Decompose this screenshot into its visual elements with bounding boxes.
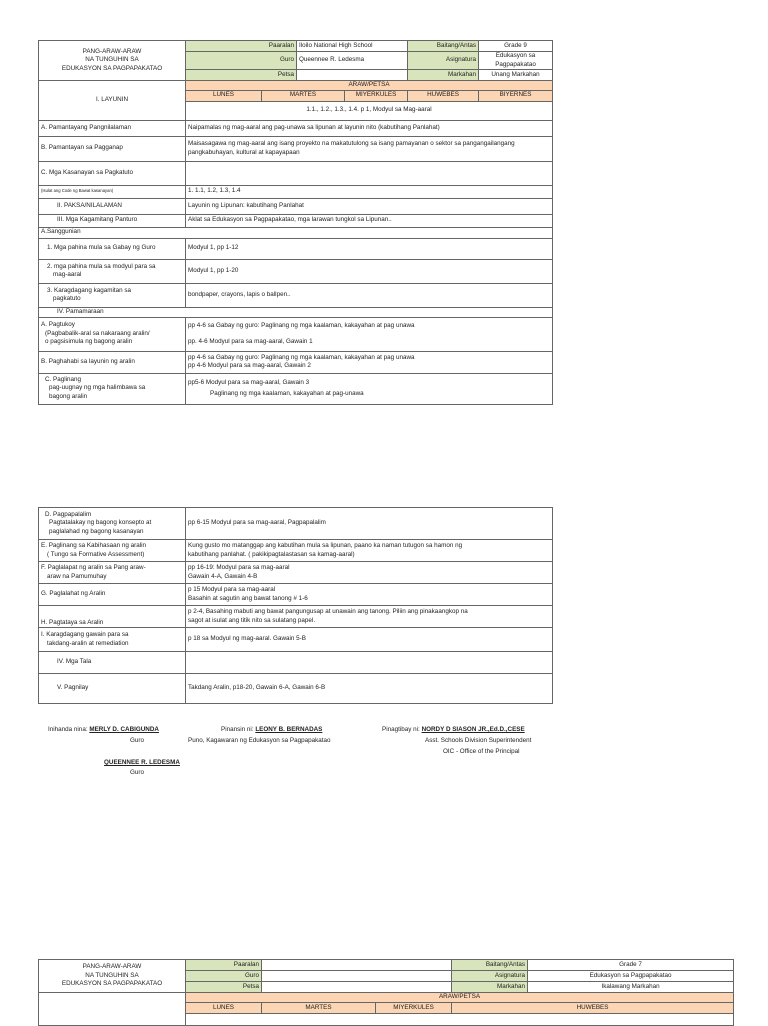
- paaralan-value: Iloilo National High School: [297, 41, 408, 52]
- day-biyernes: BIYERNES: [479, 90, 553, 101]
- form-title-line: EDUKASYON SA PAGPAPAKATAO: [61, 980, 163, 988]
- value-line: pp5-6 Modyul para sa mag-aaral, Gawain 3: [188, 378, 310, 386]
- kabihasaan-label: [39, 540, 186, 562]
- label-line: (Pagbabalik-aral sa nakaraang aralin/: [45, 329, 150, 337]
- kagamitan-value: Aklat sa Edukasyon sa Pagpapakatao, mga larawan tungkol sa Lipunan..: [186, 214, 553, 227]
- day-lunes: LUNES: [186, 1003, 262, 1014]
- petsa-value: [297, 70, 408, 81]
- form-title-line: PANG-ARAW-ARAW: [82, 47, 142, 55]
- day-huwebes: HUWEBES: [452, 1003, 734, 1014]
- label-line: o pagsisimula ng bagong aralin: [45, 338, 133, 346]
- pagnilay-value: Takdang Aralin, p18-20, Gawain 6-A, Gawain 6-B: [186, 674, 553, 704]
- value-line: kabutihang panlahat. ( pakikipagtalastasan sa kamag-aaral): [188, 550, 355, 558]
- value-line: pp 4-6 sa Gabay ng guro: Paglinang ng mga kaalaman, kakayahan at pag unawa: [188, 353, 415, 361]
- form-title-line: PANG-ARAW-ARAW: [82, 963, 142, 971]
- petsa-label: Petsa: [186, 70, 297, 81]
- paglalahat-value: [186, 584, 553, 606]
- label-line: D. Pagpapalalim: [45, 510, 92, 518]
- markahan-label: Markahan: [452, 982, 528, 993]
- day-martes: MARTES: [262, 90, 345, 101]
- kabihasaan-value: [186, 540, 553, 562]
- tala-label: IV. Mga Tala: [39, 652, 186, 674]
- karagdagang-gawain-label: [39, 628, 186, 652]
- pinansin-prefix: Pinansin ni:: [221, 726, 254, 733]
- markahan-value: Unang Markahan: [479, 70, 553, 81]
- asignatura-value: Edukasyon sa Pagpapakatao: [528, 971, 734, 982]
- day-martes: MARTES: [262, 1003, 376, 1014]
- code-value: 1. 1.1, 1.2, 1.3, 1.4: [186, 185, 553, 198]
- day-lunes: LUNES: [186, 90, 262, 101]
- inihanda-prefix: Inihanda nina:: [48, 726, 88, 733]
- second-signatory-role: Guro: [130, 769, 144, 776]
- lesson-plan-table-continued: [38, 507, 553, 704]
- value-line: p 15 Modyul para sa mag-aaral: [188, 586, 276, 593]
- pagpapalalim-label: [39, 508, 186, 540]
- pagtataya-label: H. Pagtataya sa Aralin: [39, 606, 186, 628]
- label-line: araw na Pamumuhay: [47, 572, 107, 580]
- pinagtibay-block: [382, 725, 525, 734]
- form-title-line: NA TUNGUHIN SA: [85, 56, 139, 64]
- pagtukoy-label: [39, 317, 186, 351]
- value-line: pp 4-6 Modyul para sa mag-aaral, Gawain 2: [188, 362, 311, 369]
- kasanayan-label: C. Mga Kasanayan sa Pagkatuto: [39, 161, 186, 185]
- markahan-label: Markahan: [408, 70, 479, 81]
- pamamaraan-label: IV. Pamamaraan: [39, 307, 553, 317]
- kagamitan-label: III. Mga Kagamitang Panturo: [39, 214, 186, 227]
- guro-label: Guro: [186, 971, 262, 982]
- paksa-label: II. PAKSA/NILALAMAN: [39, 198, 186, 214]
- lesson-plan-table-page2: [38, 959, 734, 1026]
- inihanda-role: Guro: [130, 737, 144, 744]
- label-line: bagong aralin: [49, 392, 88, 400]
- gabay-label: 1. Mga pahina mula sa Gabay ng Guro: [39, 238, 186, 259]
- label-line: pag-uugnay ng mga halimbawa sa: [49, 384, 146, 392]
- label-line: paglalahad ng bagong kasanayan: [49, 527, 144, 535]
- value-line: p 2-4, Basahing mabuti ang bawat pangungusap at unawain ang tanong. Piliin ang pinakaangkop na: [188, 608, 468, 615]
- paglalapat-value: [186, 562, 553, 584]
- pinagtibay-role-2: OIC - Office of the Principal: [443, 748, 520, 755]
- label-line: A. Pagtukoy: [41, 321, 75, 329]
- layunin-value: 1.1., 1.2., 1.3., 1.4. p 1, Modyul sa Mag-aaral: [186, 101, 553, 120]
- value-line: Paglinang ng mga kaalaman, kakayahan at pag-unawa: [210, 390, 364, 397]
- paglalahat-label: G. Paglalahat ng Aralin: [39, 584, 186, 606]
- layunin-label: [39, 993, 186, 1026]
- pinagtibay-role-1: Asst. Schools Division Superintendent: [425, 737, 532, 744]
- baitang-label: Baitang/Antas: [408, 41, 479, 52]
- value-line: Basahin at sagutin ang bawat tanong # 1-6: [188, 594, 308, 602]
- paaralan-label: Paaralan: [186, 41, 297, 52]
- label-line: mag-aaral: [53, 271, 82, 278]
- label-line: 3. Karagdagang kagamitan sa: [47, 286, 132, 294]
- pamantayan-pagganap-value: Maisasagawa ng mag-aaral ang isang proyekto na makatutulong sa isang pamayanan o sektor sa pangangailangang pangkabuhayan, kultural at kapayapaan: [186, 136, 553, 161]
- label-line: F. Paglalapat ng aralin sa Pang araw-: [41, 564, 146, 571]
- pamantayang-pangnilalaman-label: A. Pamantayang Pangnilalaman: [39, 120, 186, 136]
- asignatura-label: Asignatura: [452, 971, 528, 982]
- karagdagang-value: bondpaper, crayons, lapis o ballpen..: [186, 283, 553, 307]
- lesson-plan-table: [38, 40, 553, 405]
- gabay-value: Modyul 1, pp 1-12: [186, 238, 553, 259]
- value-line: pp. 4-6 Modyul para sa mag-aaral, Gawain 1: [188, 338, 313, 345]
- label-line: pagkatuto: [53, 295, 81, 302]
- baitang-label: Baitang/Antas: [452, 960, 528, 971]
- value-line: Gawain 4-A, Gawain 4-B: [188, 572, 258, 580]
- sanggunian-label: A.Sanggunian: [39, 227, 553, 238]
- petsa-value: [262, 982, 452, 993]
- day-huwebes: HUWEBES: [408, 90, 479, 101]
- label-line: takdang-aralin at remediation: [47, 639, 129, 647]
- label-line: E. Paglinang sa Kabihasaan ng aralin: [41, 542, 147, 549]
- paglalapat-label: [39, 562, 186, 584]
- araw-petsa-header: ARAW/PETSA: [186, 81, 553, 91]
- guro-value: [262, 971, 452, 982]
- inihanda-name: MERLY D. CABIGUNDA: [89, 726, 159, 733]
- petsa-label: Petsa: [186, 982, 262, 993]
- paaralan-value: [262, 960, 452, 971]
- pinagtibay-prefix: Pinagtibay ni:: [382, 726, 420, 733]
- modyul-value: Modyul 1, pp 1-20: [186, 259, 553, 283]
- pamantayang-pangnilalaman-value: Naipamalas ng mag-aaral ang pag-unawa sa lipunan at layunin nito (kabutihang Panlahat): [186, 120, 553, 136]
- form-title: [39, 960, 186, 993]
- asignatura-value: Edukasyon sa Pagpapakatao: [479, 52, 553, 70]
- araw-petsa-header: ARAW/PETSA: [186, 993, 734, 1003]
- guro-value: Queennee R. Ledesma: [297, 52, 408, 70]
- pinagtibay-name: NORDY D SIASON JR.,Ed.D.,CESE: [421, 726, 525, 733]
- label-line: 2. mga pahina mula sa modyul para sa: [47, 262, 156, 270]
- value-line: Kung gusto mo matanggap ang kabutihan mula sa lipunan, paano ka naman tutugon sa hamon ng: [188, 542, 463, 549]
- label-line: ( Tungo sa Formative Assessment): [47, 550, 145, 558]
- form-title-line: EDUKASYON SA PAGPAPAKATAO: [61, 64, 163, 72]
- second-name: QUEENNEE R. LEDESMA: [104, 759, 180, 766]
- form-title: [39, 41, 186, 81]
- day-miyerkules: MIYERKULES: [345, 90, 408, 101]
- paglinang-value: [186, 373, 553, 404]
- second-signatory-name: [104, 758, 180, 767]
- baitang-value: Grade 9: [479, 41, 553, 52]
- pagnilay-label: V. Pagnilay: [39, 674, 186, 704]
- value-line: sagot at isulat ang titik nito sa sulatang papel.: [188, 616, 316, 624]
- code-note: (Isulat ang Code ng Bawat kasanayan): [39, 185, 186, 198]
- label-line: C. Paglinang: [45, 375, 82, 383]
- pamantayan-pagganap-label: B. Pamantayan sa Pagganap: [39, 136, 186, 161]
- guro-label: Guro: [186, 52, 297, 70]
- pinansin-block: [221, 725, 322, 734]
- value-line: pp 4-6 sa Gabay ng guro: Paglinang ng mga kaalaman, kakayahan at pag unawa: [188, 321, 415, 329]
- pagpapalalim-value: pp 6-15 Modyul para sa mag-aaral, Pagpapalalim: [186, 508, 553, 540]
- paksa-value: Layunin ng Lipunan: kabutihang Panlahat: [186, 198, 553, 214]
- paghahabi-label: B. Paghahabi sa layunin ng aralin: [39, 351, 186, 373]
- kasanayan-value: [186, 161, 553, 185]
- modyul-label: [39, 259, 186, 283]
- asignatura-label: Asignatura: [408, 52, 479, 70]
- paglinang-label: [39, 373, 186, 404]
- markahan-value: Ikalawang Markahan: [528, 982, 734, 993]
- paaralan-label: Paaralan: [186, 960, 262, 971]
- tala-value: [186, 652, 553, 674]
- pinansin-role: Puno, Kagawaran ng Edukasyon sa Pagpapakatao: [188, 737, 331, 744]
- paghahabi-value: [186, 351, 553, 373]
- label-line: I. Karagdagang gawain para sa: [41, 631, 129, 638]
- pinansin-name: LEONY B. BERNADAS: [255, 726, 323, 733]
- karagdagang-gawain-value: p 18 sa Modyul ng mag-aaral. Gawain 5-B: [186, 628, 553, 652]
- inihanda-block: [48, 725, 159, 734]
- label-line: Pagtatalakay ng bagong konsepto at: [49, 519, 152, 527]
- pagtataya-value: [186, 606, 553, 628]
- layunin-label: I. LAYUNIN: [39, 81, 186, 121]
- value-line: pp 16-19: Modyul para sa mag-aaral: [188, 564, 290, 571]
- baitang-value: Grade 7: [528, 960, 734, 971]
- karagdagang-label: [39, 283, 186, 307]
- day-miyerkules: MIYERKULES: [376, 1003, 452, 1014]
- pagtukoy-value: [186, 317, 553, 351]
- form-title-line: NA TUNGUHIN SA: [85, 971, 139, 979]
